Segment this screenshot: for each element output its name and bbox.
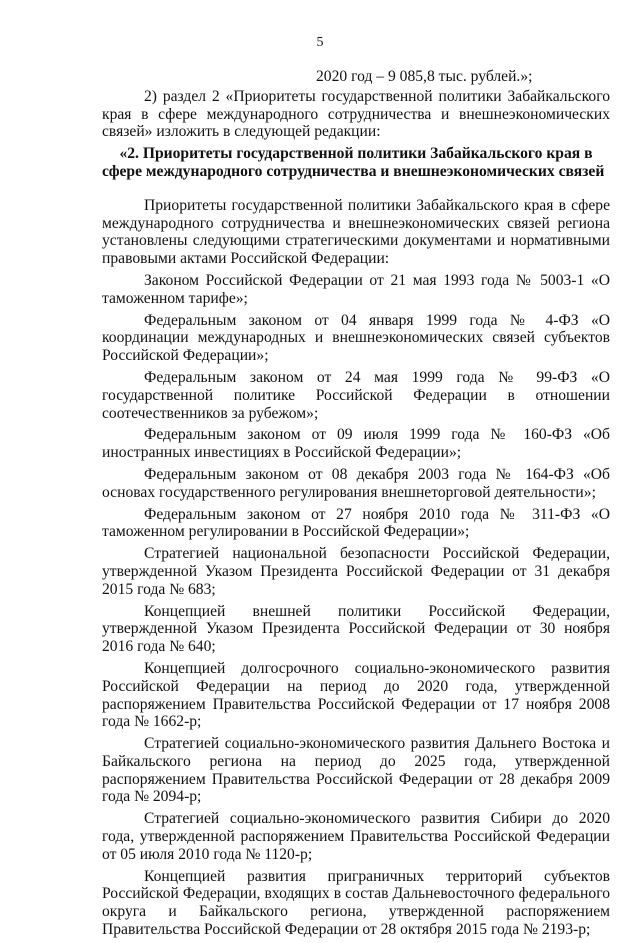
list-item: Федеральным законом от 27 ноября 2010 года № 311-ФЗ «О таможенном регулировании в Российской Федерации»; [102,505,610,541]
list-item: Стратегией национальной безопасности Российской Федерации, утвержденной Указом Президента Российской Федерации от 31 декабря 2015 года № 683; [102,545,610,598]
list-item: Концепцией внешней политики Российской Федерации, утвержденной Указом Президента Российской Федерации от 30 ноября 2016 года № 640; [102,602,610,656]
list-item: Стратегией социально-экономического развития Сибири до 2020 года, утвержденной распоряжением Правительства Российской Федерации от 05 июля 2010 года № 1120-р; [102,810,610,863]
intro-paragraph: Приоритеты государственной политики Забайкальского края в сфере международного сотрудничества и внешнеэкономических связей региона установлены следующими стратегическими документами и нормативными правовыми актами Российской Федерации: [102,196,610,268]
list-item: Федеральным законом от 24 мая 1999 года № 99-ФЗ «О государственной политике Российской Федерации в отношении соотечественников за рубежом»; [102,368,610,422]
page-number: 5 [316,35,324,50]
amendment-paragraph: 2) раздел 2 «Приоритеты государственной политики Забайкальского края в сфере международного сотрудничества и внешнеэкономических связей» изложить в следующей редакции: [102,87,610,141]
list-item: Концепцией долгосрочного социально-экономического развития Российской Федерации на период до 2020 года, утвержденной распоряжением Правительства Российской Федерации от 17 ноября 2008 года № 1662-р; [102,659,610,731]
list-item: Федеральным законом от 09 июля 1999 года № 160-ФЗ «Об иностранных инвестициях в Российской Федерации»; [102,426,610,462]
list-item: Стратегией социально-экономического развития Дальнего Востока и Байкальского региона на период до 2025 года, утвержденной распоряжением Правительства Российской Федерации от 28 декабря 2009 года № 2094-р; [102,735,610,806]
budget-line: 2020 год – 9 085,8 тыс. рублей.»; [316,68,533,85]
list-item: Законом Российской Федерации от 21 мая 1993 года № 5003-1 «О таможенном тарифе»; [102,271,610,307]
list-item: Концепцией развития приграничных территорий субъектов Российской Федерации, входящих в состав Дальневосточного федерального округа и Байкальского региона, утвержденной распоряжением Правительства Российской Федерации от 28 октября 2015 года № 2193-р; [102,867,610,939]
list-item: Федеральным законом от 04 января 1999 года № 4-ФЗ «О координации международных и внешнеэкономических связей субъектов Российской Федерации»; [102,311,610,365]
list-item: Федеральным законом от 08 декабря 2003 года № 164-ФЗ «Об основах государственного регулирования внешнеторговой деятельности»; [102,465,610,501]
section-heading: «2. Приоритеты государственной политики Забайкальского края в сфере международного сотрудничества и внешнеэкономических связей [102,145,605,180]
document-body [102,68,610,943]
